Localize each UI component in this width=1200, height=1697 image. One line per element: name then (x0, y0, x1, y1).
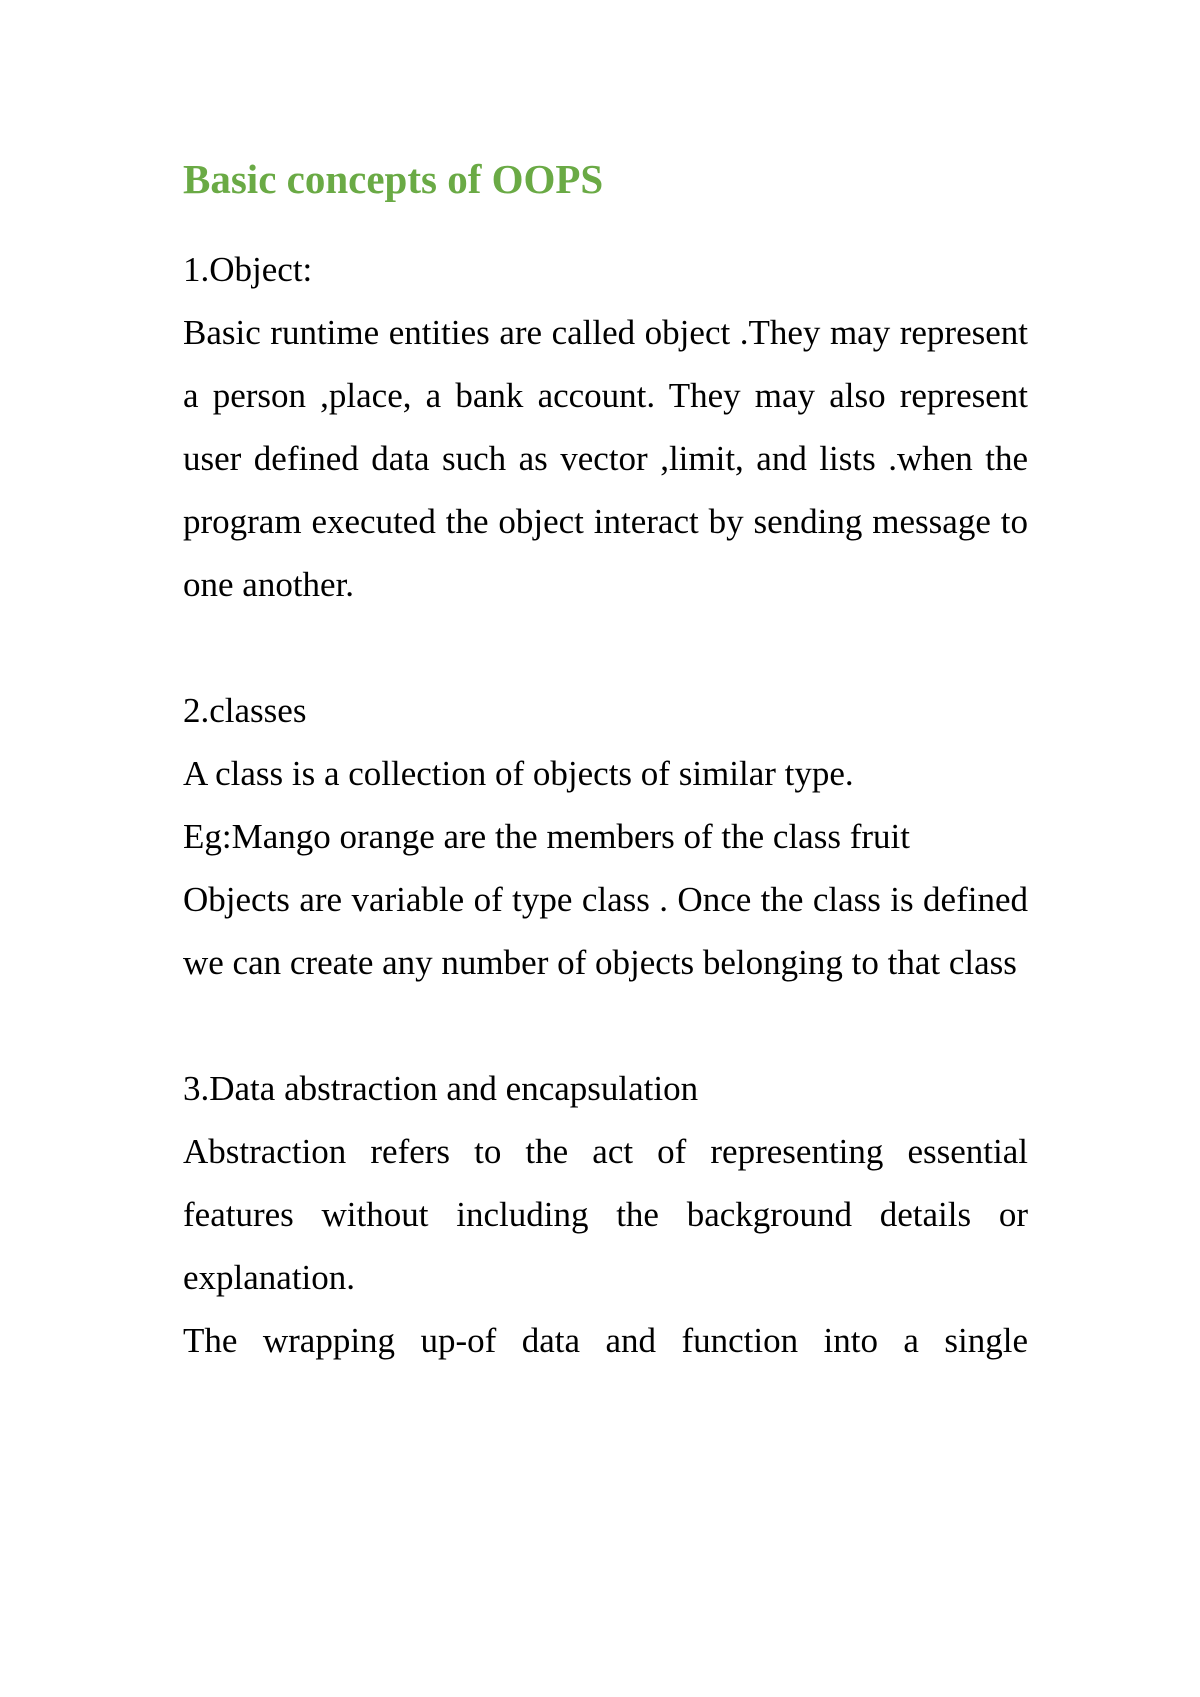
encapsulation-line: The wrapping up-of data and function into a single (183, 1321, 1028, 1360)
classes-definition-line: A class is a collection of objects of similar type. (183, 754, 854, 793)
section-heading-abstraction: 3.Data abstraction and encapsulation (183, 1069, 699, 1108)
abstraction-paragraph: Abstraction refers to the act of representing essential features without including the background details or explanation. (183, 1132, 1028, 1297)
object-paragraph: Basic runtime entities are called object .They may represent a person ,place, a bank account. They may also represent user defined data such as vector ,limit, and lists .when the program executed the object interact by sending message to one another. (183, 313, 1028, 604)
classes-example-line: Eg:Mango orange are the members of the class fruit (183, 817, 910, 856)
document-title: Basic concepts of OOPS (183, 156, 604, 202)
section-spacer (183, 616, 1028, 679)
section-spacer (183, 994, 1028, 1057)
document-body (183, 150, 1028, 1372)
section-heading-object: 1.Object: (183, 250, 313, 289)
classes-paragraph: Objects are variable of type class . Once the class is defined we can create any number of objects belonging to that class (183, 880, 1028, 982)
section-heading-classes: 2.classes (183, 691, 307, 730)
